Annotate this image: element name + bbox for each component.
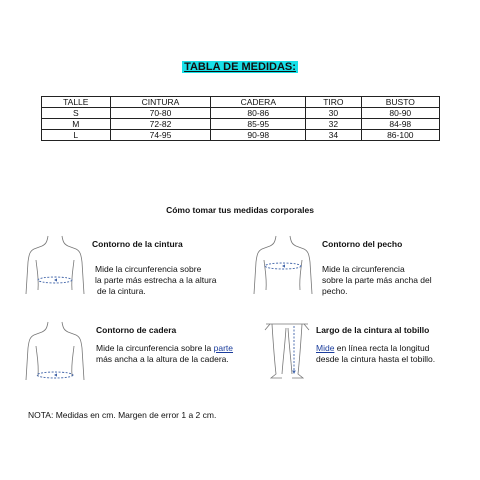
- legs-inseam-icon: [262, 316, 312, 380]
- table-cell: 34: [306, 130, 361, 141]
- table-cell: 74-95: [110, 130, 211, 141]
- how-to-measure-heading: Cómo tomar tus medidas corporales: [166, 205, 314, 215]
- chest-description: [322, 264, 432, 297]
- chest-line-1: Mide la circunferencia: [322, 264, 405, 274]
- table-cell: 84-98: [361, 119, 439, 130]
- header-cadera: CADERA: [211, 97, 306, 108]
- size-chart-title-text: TABLA DE MEDIDAS:: [184, 61, 296, 73]
- hip-description: [96, 343, 233, 365]
- header-busto: BUSTO: [361, 97, 439, 108]
- chest-title: Contorno del pecho: [322, 239, 403, 249]
- torso-waist-icon: [20, 232, 90, 294]
- table-row: [42, 119, 440, 130]
- hip-line-1-text: Mide la circunferencia sobre la: [96, 343, 214, 353]
- table-cell: 30: [306, 108, 361, 119]
- size-table: [41, 96, 440, 141]
- table-cell: 90-98: [211, 130, 306, 141]
- hip-line-2: más ancha a la altura de la cadera.: [96, 354, 229, 364]
- hip-line-1: [96, 343, 233, 354]
- chest-line-3: pecho.: [322, 286, 348, 296]
- torso-chest-icon: [248, 232, 318, 294]
- measurement-note: NOTA: Medidas en cm. Margen de error 1 a 2 cm.: [28, 410, 217, 420]
- inseam-description: [316, 343, 435, 365]
- table-cell: 80-86: [211, 108, 306, 119]
- inseam-line-1-link: Mide: [316, 343, 335, 353]
- inseam-line-1-text: en línea recta la longitud: [334, 343, 430, 353]
- inseam-line-2: desde la cintura hasta el tobillo.: [316, 354, 436, 364]
- header-tiro: TIRO: [306, 97, 361, 108]
- table-cell: 70-80: [110, 108, 211, 119]
- torso-hip-icon: [20, 318, 90, 380]
- table-cell: L: [42, 130, 111, 141]
- waist-line-1: Mide la circunferencia sobre: [95, 264, 202, 274]
- table-cell: 32: [306, 119, 361, 130]
- inseam-title: Largo de la cintura al tobillo: [316, 325, 430, 335]
- hip-line-1-link: parte: [213, 343, 234, 353]
- table-header-row: [42, 97, 440, 108]
- size-chart-title: [0, 57, 480, 75]
- table-cell: 86-100: [361, 130, 439, 141]
- waist-title: Contorno de la cintura: [92, 239, 183, 249]
- chest-line-2: sobre la parte más ancha del: [322, 275, 432, 285]
- waist-line-3: de la cintura.: [97, 286, 146, 296]
- table-cell: 80-90: [361, 108, 439, 119]
- header-cintura: CINTURA: [110, 97, 211, 108]
- waist-description: [95, 264, 216, 297]
- inseam-line-1: [316, 343, 435, 354]
- table-cell: 85-95: [211, 119, 306, 130]
- table-cell: M: [42, 119, 111, 130]
- header-talle: TALLE: [42, 97, 111, 108]
- hip-title: Contorno de cadera: [96, 325, 177, 335]
- table-row: [42, 108, 440, 119]
- table-cell: 72-82: [110, 119, 211, 130]
- table-cell: S: [42, 108, 111, 119]
- waist-line-2: la parte más estrecha a la altura: [95, 275, 217, 285]
- table-row: [42, 130, 440, 141]
